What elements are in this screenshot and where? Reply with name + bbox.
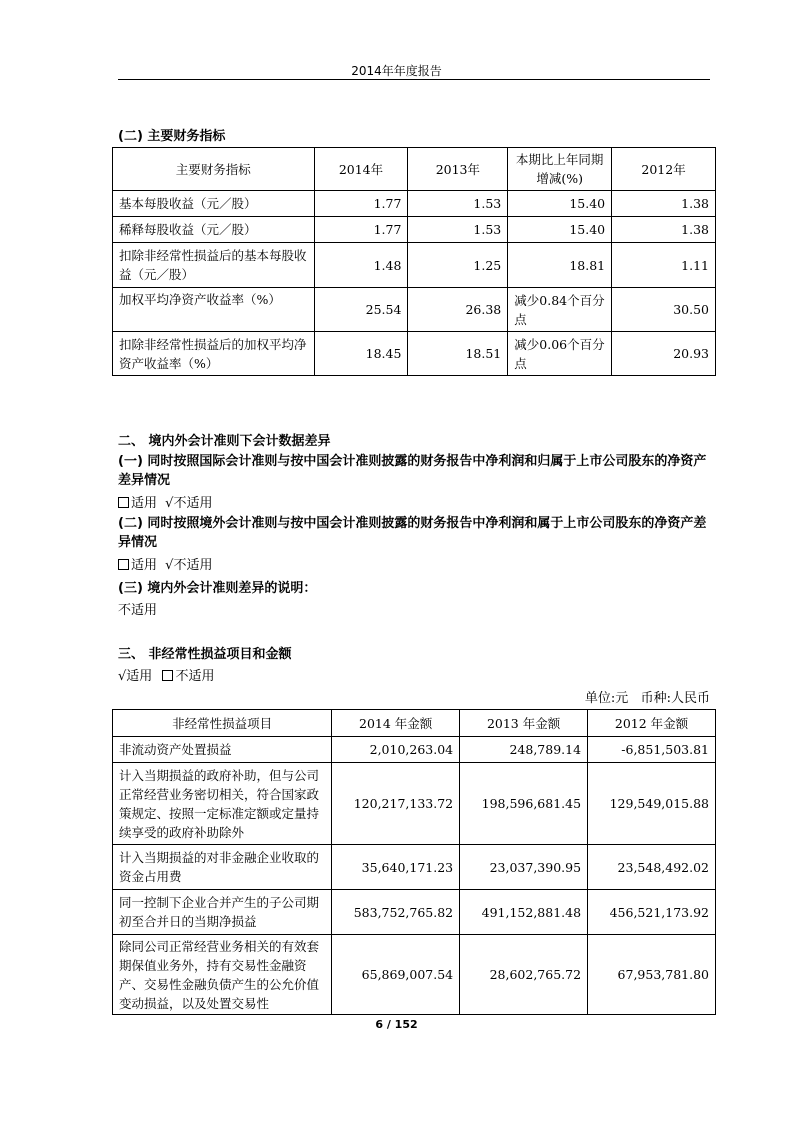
key-financial-indicators-table (112, 147, 716, 376)
option-applicable: 适用 (131, 558, 158, 573)
table-row (113, 191, 716, 217)
table-cell: 1.38 (612, 217, 716, 243)
table-cell: 基本每股收益（元／股） (113, 191, 315, 217)
option-not-applicable: 不适用 (175, 669, 215, 684)
table-cell: 129,549,015.88 (588, 763, 716, 845)
table-cell: 26.38 (408, 288, 508, 332)
checkbox-icon (118, 497, 129, 508)
table-cell: 2,010,263.04 (332, 737, 460, 763)
table-cell: 1.53 (408, 217, 508, 243)
table-row (113, 935, 716, 1015)
table-cell: 23,037,390.95 (460, 845, 588, 890)
column-header: 2013 年金额 (460, 710, 588, 737)
table-cell: 稀释每股收益（元／股） (113, 217, 315, 243)
table-cell: 1.11 (612, 243, 716, 288)
table-header-row (113, 148, 716, 191)
table-cell: 计入当期损益的对非金融企业收取的资金占用费 (113, 845, 332, 890)
table-cell: 减少0.84个百分点 (508, 288, 612, 332)
table-row (113, 243, 716, 288)
table-row (113, 890, 716, 935)
table-cell: 30.50 (612, 288, 716, 332)
column-header: 2012 年金额 (588, 710, 716, 737)
checkbox-icon (162, 670, 173, 681)
table-row (113, 737, 716, 763)
table-cell: 1.77 (314, 191, 408, 217)
subsection-title-difference-explanation: (三) 境内外会计准则差异的说明： (118, 581, 317, 596)
table-cell: 15.40 (508, 217, 612, 243)
table-cell: 1.38 (612, 191, 716, 217)
non-recurring-items-table (112, 709, 716, 1015)
table-cell: 1.25 (408, 243, 508, 288)
table-row (113, 288, 716, 332)
table-cell: 减少0.06个百分点 (508, 332, 612, 376)
section-title-key-financial-indicators: (二) 主要财务指标 (118, 129, 226, 144)
table-cell: 65,869,007.54 (332, 935, 460, 1015)
table-cell: 18.51 (408, 332, 508, 376)
option-applicable: 适用 (131, 496, 158, 511)
table-cell: 120,217,133.72 (332, 763, 460, 845)
column-header: 2014 年金额 (332, 710, 460, 737)
checkbox-icon (118, 559, 129, 570)
applicability-options-2 (118, 554, 212, 573)
table-cell: 18.81 (508, 243, 612, 288)
table-cell: 除同公司正常经营业务相关的有效套期保值业务外，持有交易性金融资产、交易性金融负债产生的公允价值变动损益，以及处置交易性 (113, 935, 332, 1015)
table-cell: 1.53 (408, 191, 508, 217)
table-cell: 扣除非经常性损益后的基本每股收益（元／股） (113, 243, 315, 288)
option-not-applicable: √不适用 (165, 558, 213, 573)
table-cell: 25.54 (314, 288, 408, 332)
column-header: 主要财务指标 (113, 148, 315, 191)
table-cell: 加权平均净资产收益率（%） (113, 288, 315, 332)
table-cell: 计入当期损益的政府补助，但与公司正常经营业务密切相关，符合国家政策规定、按照一定标准定额或定量持续享受的政府补助除外 (113, 763, 332, 845)
column-header: 2014年 (314, 148, 408, 191)
section-title-accounting-differences: 二、 境内外会计准则下会计数据差异 (118, 434, 331, 449)
option-applicable: √适用 (118, 669, 153, 684)
table-cell: 248,789.14 (460, 737, 588, 763)
table-cell: 583,752,765.82 (332, 890, 460, 935)
subsection-title-ifrs-differences: (一) 同时按照国际会计准则与按中国会计准则披露的财务报告中净利润和归属于上市公司股东的净资产差异情况 (118, 454, 707, 488)
table-cell: 67,953,781.80 (588, 935, 716, 1015)
table-cell: 28,602,765.72 (460, 935, 588, 1015)
difference-explanation-text: 不适用 (118, 603, 158, 618)
table-row (113, 217, 716, 243)
table-cell: 23,548,492.02 (588, 845, 716, 890)
column-header: 非经常性损益项目 (113, 710, 332, 737)
table-cell: 15.40 (508, 191, 612, 217)
header-divider (118, 79, 710, 80)
applicability-options-1 (118, 492, 212, 511)
section-title-non-recurring-items: 三、 非经常性损益项目和金额 (118, 647, 292, 662)
table-cell: 198,596,681.45 (460, 763, 588, 845)
table-row (113, 332, 716, 376)
table-header-row (113, 710, 716, 737)
table-row (113, 845, 716, 890)
page-number: 6 / 152 (375, 1018, 418, 1031)
table-cell: 18.45 (314, 332, 408, 376)
applicability-options-3 (118, 665, 214, 684)
subsection-title-foreign-differences: (二) 同时按照境外会计准则与按中国会计准则披露的财务报告中净利润和属于上市公司股东的净资产差异情况 (118, 516, 707, 550)
table-cell: 1.77 (314, 217, 408, 243)
table-cell: 同一控制下企业合并产生的子公司期初至合并日的当期净损益 (113, 890, 332, 935)
page-header-title: 2014年年度报告 (351, 64, 442, 78)
table-row (113, 763, 716, 845)
table-cell: 35,640,171.23 (332, 845, 460, 890)
column-header: 2013年 (408, 148, 508, 191)
option-not-applicable: √不适用 (165, 496, 213, 511)
table-cell: 扣除非经常性损益后的加权平均净资产收益率（%） (113, 332, 315, 376)
table-cell: 456,521,173.92 (588, 890, 716, 935)
unit-currency-note: 单位:元 币种:人民币 (584, 691, 710, 706)
table-cell: -6,851,503.81 (588, 737, 716, 763)
column-header: 2012年 (612, 148, 716, 191)
column-header: 本期比上年同期增减(%) (508, 148, 612, 191)
table-cell: 491,152,881.48 (460, 890, 588, 935)
table-cell: 非流动资产处置损益 (113, 737, 332, 763)
table-cell: 20.93 (612, 332, 716, 376)
table-cell: 1.48 (314, 243, 408, 288)
